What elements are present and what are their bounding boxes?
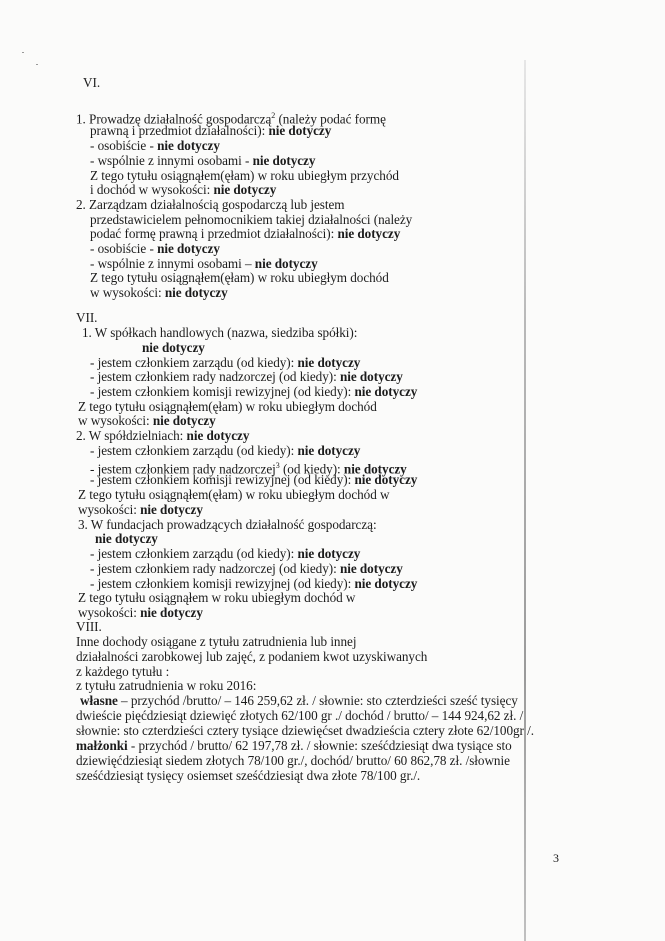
text-line-viii-j bbox=[76, 768, 420, 783]
text-line-vi-1e bbox=[90, 168, 399, 183]
bold-value: nie dotyczy bbox=[297, 443, 361, 458]
text-line-vii-3 bbox=[78, 517, 377, 532]
text-segment: 2. Zarządzam działalnością gospodarczą lub jestem bbox=[76, 197, 345, 212]
text-line-vi-2b bbox=[90, 212, 412, 227]
footnote-ref: 3 bbox=[275, 461, 280, 470]
text-line-vi-2 bbox=[76, 197, 345, 212]
text-segment: Z tego tytułu osiągnąłem(ęłam) w roku ubiegłym dochód bbox=[78, 399, 377, 414]
bold-value: nie dotyczy bbox=[213, 182, 277, 197]
text-line-vii-heading bbox=[76, 310, 97, 325]
scan-speck bbox=[22, 52, 24, 53]
text-line-vi-2e bbox=[90, 256, 318, 271]
bold-value: nie dotyczy bbox=[164, 285, 228, 300]
text-line-viii-i bbox=[76, 753, 510, 768]
text-line-viii-c bbox=[76, 664, 169, 679]
text-segment: - jestem członkiem rady nadzorczej (od kiedy): bbox=[90, 561, 340, 576]
text-segment: – przychód /brutto/ – 146 259,62 zł. / słownie: sto czterdzieści sześć tysięcy bbox=[117, 693, 518, 708]
text-segment: VII. bbox=[76, 310, 98, 325]
text-segment: - jestem członkiem komisji rewizyjnej (od kiedy): bbox=[90, 576, 355, 591]
bold-value: nie dotyczy bbox=[142, 340, 205, 355]
text-line-vii-2d bbox=[90, 472, 417, 487]
text-segment: - jestem członkiem zarządu (od kiedy): bbox=[90, 546, 298, 561]
text-segment: dziewięćdziesiąt siedem złotych 78/100 gr./, dochód/ brutto/ 60 862,78 zł. /słownie bbox=[76, 753, 510, 768]
text-line-vii-3b bbox=[95, 531, 158, 546]
text-segment: dwieście pięćdziesiąt dziewięć złotych 62/100 gr ./ dochód / brutto/ – 144 924,62 zł. / bbox=[76, 708, 524, 723]
text-line-vii-1 bbox=[82, 325, 357, 340]
text-segment: - jestem członkiem komisji rewizyjnej (od kiedy): bbox=[90, 472, 355, 487]
page-number: 3 bbox=[553, 851, 559, 865]
bold-value: małżonki bbox=[76, 738, 128, 753]
bold-value: nie dotyczy bbox=[95, 531, 158, 546]
text-line-viii-a bbox=[76, 634, 356, 649]
bold-value: nie dotyczy bbox=[157, 138, 220, 153]
text-segment: i dochód w wysokości: bbox=[90, 182, 214, 197]
text-line-vi-1d bbox=[90, 153, 315, 168]
text-segment: - jestem członkiem komisji rewizyjnej (od kiedy): bbox=[90, 384, 355, 399]
bold-value: nie dotyczy bbox=[354, 384, 418, 399]
text-line-vi-2d bbox=[90, 241, 220, 256]
text-line-vii-1e bbox=[90, 384, 417, 399]
bold-value: nie dotyczy bbox=[339, 561, 403, 576]
text-line-viii-h bbox=[76, 738, 512, 753]
text-segment: (od kiedy): bbox=[279, 461, 344, 477]
text-segment: Inne dochody osiągane z tytułu zatrudnienia lub innej bbox=[76, 634, 357, 649]
scan-speck bbox=[36, 64, 38, 65]
text-line-vii-1b bbox=[142, 340, 205, 355]
text-segment: działalności zarobkowej lub zajęć, z podaniem kwot uzyskiwanych bbox=[76, 649, 428, 664]
bold-value: nie dotyczy bbox=[354, 472, 418, 487]
text-segment: - wspólnie z innymi osobami - bbox=[90, 153, 253, 168]
text-line-vii-2f bbox=[78, 502, 203, 517]
text-segment: - przychód / brutto/ 62 197,78 zł. / słownie: sześćdziesiąt dwa tysiące sto bbox=[127, 738, 512, 753]
text-line-vi-1b bbox=[90, 123, 331, 138]
text-segment: - jestem członkiem zarządu (od kiedy): bbox=[90, 355, 298, 370]
text-segment: 3. W fundacjach prowadzących działalność gospodarczą: bbox=[78, 517, 377, 532]
text-segment: sześćdziesiąt tysięcy osiemset sześćdziesiąt dwa złote 78/100 gr./. bbox=[76, 768, 421, 783]
text-line-vii-3e bbox=[90, 576, 417, 591]
text-segment: - osobiście - bbox=[90, 138, 158, 153]
text-segment: Z tego tytułu osiągnąłem(ęłam) w roku ubiegłym dochód w bbox=[78, 487, 390, 502]
text-segment: z tytułu zatrudnienia w roku 2016: bbox=[76, 678, 257, 693]
text-line-vii-1c bbox=[90, 355, 360, 370]
text-line-vi-2g bbox=[90, 285, 228, 300]
text-segment: 2. W spółdzielniach: bbox=[76, 428, 187, 443]
bold-value: nie dotyczy bbox=[152, 413, 216, 428]
bold-value: nie dotyczy bbox=[337, 226, 401, 241]
text-segment: podać formę prawną i przedmiot działalności): bbox=[90, 226, 338, 241]
bold-value: własne bbox=[80, 693, 118, 708]
text-segment: Z tego tytułu osiągnąłem(ęłam) w roku ubiegłym dochód bbox=[90, 270, 389, 285]
bold-value: nie dotyczy bbox=[140, 502, 203, 517]
text-line-vii-1f bbox=[78, 399, 377, 414]
bold-value: nie dotyczy bbox=[297, 546, 361, 561]
text-segment: z każdego tytułu : bbox=[76, 664, 170, 679]
text-line-vii-1d bbox=[90, 369, 403, 384]
text-line-vii-2 bbox=[76, 428, 249, 443]
bold-value: nie dotyczy bbox=[354, 576, 418, 591]
footnote-ref: 2 bbox=[271, 111, 276, 120]
text-line-vi-2f bbox=[90, 270, 389, 285]
bold-value: nie dotyczy bbox=[339, 369, 403, 384]
text-segment: - jestem członkiem rady nadzorczej (od kiedy): bbox=[90, 369, 340, 384]
text-line-vii-1g bbox=[78, 413, 216, 428]
scan-edge-line bbox=[524, 60, 526, 941]
text-segment: 1. W spółkach handlowych (nazwa, siedziba spółki): bbox=[82, 325, 358, 340]
bold-value: nie dotyczy bbox=[186, 428, 250, 443]
text-line-vii-2e bbox=[78, 487, 389, 502]
text-line-viii-d bbox=[76, 678, 256, 693]
text-segment: przedstawicielem pełnomocnikiem takiej działalności (należy bbox=[90, 212, 413, 227]
text-segment: - jestem członkiem rady nadzorczej bbox=[90, 461, 276, 477]
text-line-vii-2b bbox=[90, 443, 360, 458]
text-segment: prawną i przedmiot działalności): bbox=[90, 123, 269, 138]
text-segment: w wysokości: bbox=[78, 413, 153, 428]
text-line-vi-1c bbox=[90, 138, 220, 153]
bold-value: nie dotyczy bbox=[254, 256, 318, 271]
text-line-vi-heading bbox=[83, 75, 100, 90]
text-line-viii-b bbox=[76, 649, 427, 664]
text-line-vii-3f bbox=[78, 590, 355, 605]
text-segment: (należy podać formę bbox=[275, 111, 386, 127]
text-segment: - jestem członkiem zarządu (od kiedy): bbox=[90, 443, 298, 458]
text-line-viii-heading bbox=[76, 619, 102, 634]
text-segment: słownie: sto czterdzieści cztery tysiące dziewięćset dwadzieścia cztery złote 62/100gr /. bbox=[76, 723, 535, 738]
text-segment: 1. Prowadzę działalność gospodarczą bbox=[76, 111, 272, 127]
text-segment: VI. bbox=[83, 75, 101, 90]
text-segment: VIII. bbox=[76, 619, 102, 634]
text-segment: Z tego tytułu osiągnąłem(ęłam) w roku ubiegłym przychód bbox=[90, 168, 399, 183]
bold-value: nie dotyczy bbox=[343, 461, 407, 477]
text-line-vii-3c bbox=[90, 546, 360, 561]
bold-value: nie dotyczy bbox=[252, 153, 316, 168]
text-segment: wysokości: bbox=[78, 502, 141, 517]
bold-value: nie dotyczy bbox=[140, 605, 203, 620]
text-line-vi-2c bbox=[90, 226, 400, 241]
bold-value: nie dotyczy bbox=[297, 355, 361, 370]
text-segment: - wspólnie z innymi osobami – bbox=[90, 256, 255, 271]
text-line-vi-1f bbox=[90, 182, 276, 197]
text-line-vii-3d bbox=[90, 561, 403, 576]
text-line-viii-e bbox=[80, 693, 518, 708]
text-line-vii-3g bbox=[78, 605, 203, 620]
text-line-viii-f bbox=[76, 708, 523, 723]
text-segment: - osobiście - bbox=[90, 241, 158, 256]
text-segment: wysokości: bbox=[78, 605, 141, 620]
text-line-viii-g bbox=[76, 723, 534, 738]
text-segment: w wysokości: bbox=[90, 285, 165, 300]
bold-value: nie dotyczy bbox=[157, 241, 220, 256]
bold-value: nie dotyczy bbox=[268, 123, 332, 138]
text-segment: Z tego tytułu osiągnąłem w roku ubiegłym dochód w bbox=[78, 590, 356, 605]
